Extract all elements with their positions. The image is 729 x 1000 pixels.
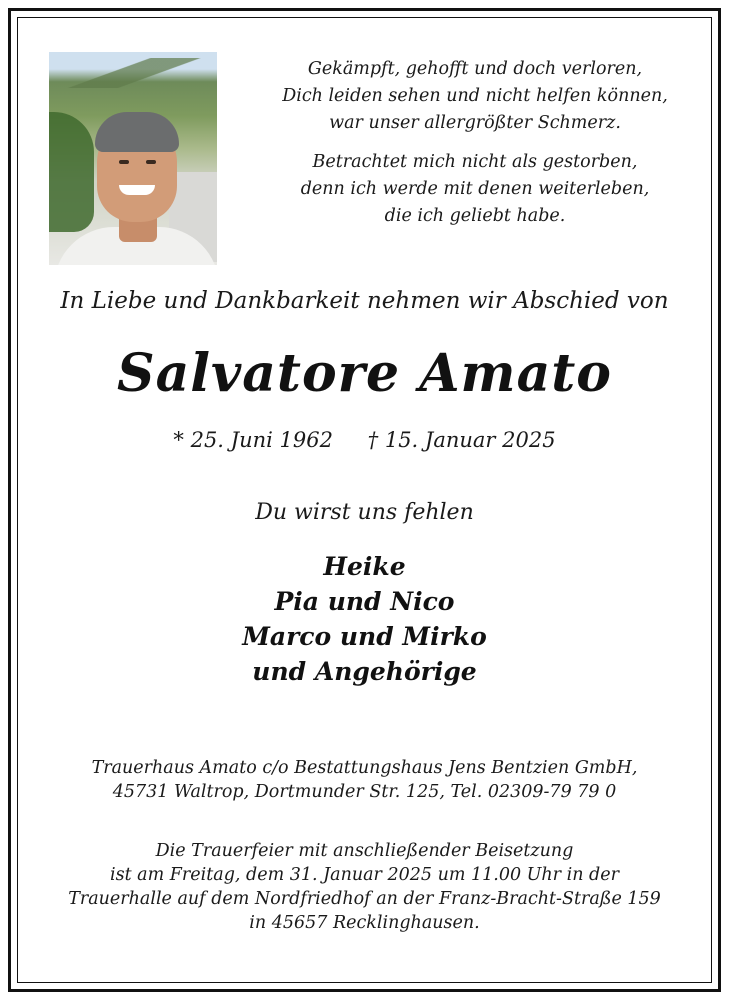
deceased-name: Salvatore Amato xyxy=(117,343,612,404)
family-member: Pia und Nico xyxy=(274,587,455,616)
mourning-address xyxy=(0,756,729,804)
family-member: Heike xyxy=(323,552,406,581)
farewell-line: Du wirst uns fehlen xyxy=(255,500,474,525)
family-member: Marco und Mirko xyxy=(242,622,487,651)
service-line: Trauerhalle auf dem Nordfriedhof an der Franz-Bracht-Straße 159 xyxy=(68,889,661,909)
poem-line: Dich leiden sehen und nicht helfen können, xyxy=(282,86,668,106)
poem-line: war unser allergrößter Schmerz. xyxy=(329,113,621,133)
poem-line: die ich geliebt habe. xyxy=(384,206,566,226)
service-line: in 45657 Recklinghausen. xyxy=(249,913,480,933)
portrait-photo xyxy=(49,52,217,265)
service-line: Die Trauerfeier mit anschließender Beisetzung xyxy=(155,841,574,861)
funeral-service-info xyxy=(0,839,729,935)
family-list xyxy=(0,549,729,689)
poem-line: Gekämpft, gehofft und doch verloren, xyxy=(307,59,643,79)
family-member: und Angehörige xyxy=(252,657,477,686)
poem-line: denn ich werde mit denen weiterleben, xyxy=(300,179,650,199)
death-date: † 15. Januar 2025 xyxy=(367,428,556,452)
birth-date: * 25. Juni 1962 xyxy=(173,428,333,452)
poem-stanza-2 xyxy=(240,149,710,230)
address-line: 45731 Waltrop, Dortmunder Str. 125, Tel. 02309-79 79 0 xyxy=(112,782,617,802)
poem-line: Betrachtet mich nicht als gestorben, xyxy=(312,152,638,172)
address-line: Trauerhaus Amato c/o Bestattungshaus Jens Bentzien GmbH, xyxy=(91,758,638,778)
life-dates xyxy=(0,428,729,452)
intro-text: In Liebe und Dankbarkeit nehmen wir Abschied von xyxy=(60,288,669,314)
service-line: ist am Freitag, dem 31. Januar 2025 um 11.00 Uhr in der xyxy=(110,865,619,885)
poem-stanza-1 xyxy=(240,56,710,137)
